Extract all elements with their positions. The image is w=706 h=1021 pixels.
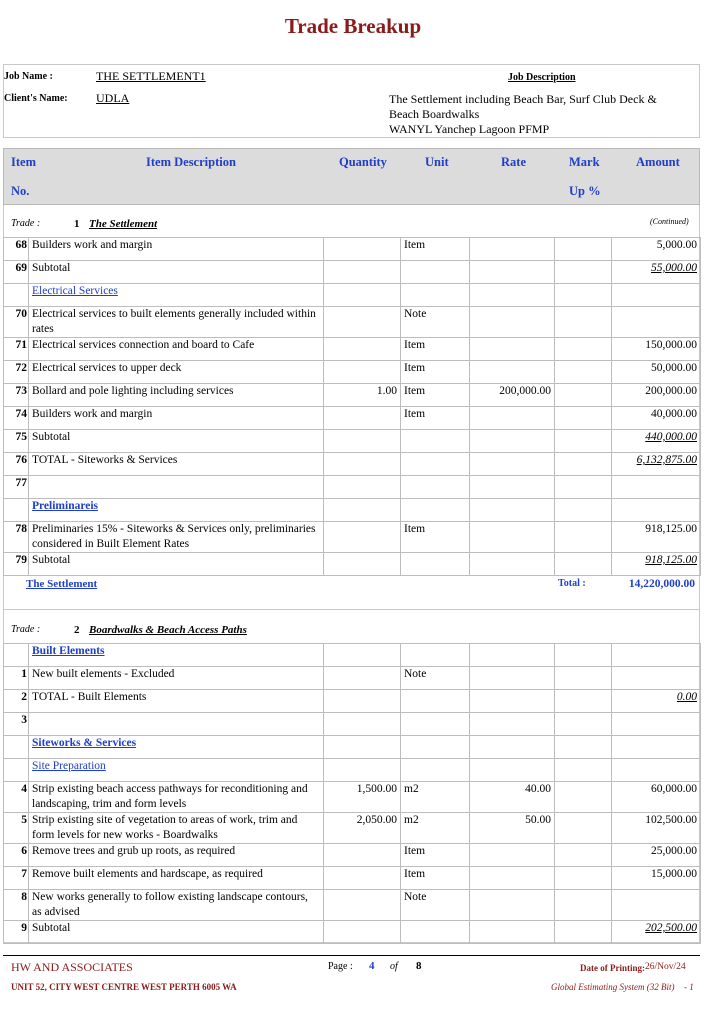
- table-row: 79 Subtotal 918,125.00: [4, 553, 701, 576]
- table-row: 1 New built elements - Excluded Note: [4, 667, 701, 690]
- header-unit: Unit: [425, 155, 449, 169]
- table-row: 77: [4, 476, 701, 499]
- page-title: Trade Breakup: [284, 14, 422, 38]
- footer-divider: [3, 955, 700, 956]
- table-row: 69 Subtotal 55,000.00: [4, 261, 701, 284]
- footer-system-suffix: - 1: [684, 982, 694, 992]
- section-heading: Built Elements: [32, 645, 105, 657]
- trade1-number: 1: [74, 218, 80, 230]
- table-row: 73 Bollard and pole lighting including services 1.00 Item 200,000.00 200,000.00: [4, 384, 701, 407]
- job-description-line1: The Settlement including Beach Bar, Surf Club Deck &: [389, 92, 657, 106]
- job-description-line3: WANYL Yanchep Lagoon PFMP: [389, 122, 550, 136]
- subtotal-value: 202,500.00: [645, 922, 697, 934]
- table-row: 6 Remove trees and grub up roots, as required Item 25,000.00: [4, 844, 701, 867]
- job-name-label: Job Name :: [4, 71, 53, 82]
- trade1-total-name: The Settlement: [26, 578, 98, 590]
- job-description-line2: Beach Boardwalks: [389, 107, 480, 121]
- trade2-table: [3, 643, 701, 944]
- job-name-value: THE SETTLEMENT1: [96, 69, 206, 83]
- table-row: 7 Remove built elements and hardscape, as required Item 15,000.00: [4, 867, 701, 890]
- table-row: 70 Electrical services to built elements generally included within rates Note: [4, 307, 701, 338]
- header-mark: Mark: [569, 155, 600, 169]
- footer-of: of: [390, 961, 398, 972]
- footer-address: UNIT 52, CITY WEST CENTRE WEST PERTH 6005 WA: [11, 982, 237, 992]
- table-row: 75 Subtotal 440,000.00: [4, 430, 701, 453]
- table-row: [4, 499, 701, 522]
- trade1-total-row: [3, 575, 700, 610]
- trade1-table: [3, 237, 701, 576]
- header-mark-up: Up %: [569, 184, 601, 198]
- trade2-number: 2: [74, 624, 80, 636]
- table-row: 4 Strip existing beach access pathways for reconditioning and landscaping, trim and form levels 1,500.00 m2 40.00 60,000.00: [4, 782, 701, 813]
- table-row: 78 Preliminaries 15% - Siteworks & Services only, preliminaries considered in Built Element Rates Item 918,125.00: [4, 522, 701, 553]
- table-row: 74 Builders work and margin Item 40,000.00: [4, 407, 701, 430]
- client-name-value: UDLA: [96, 91, 130, 105]
- footer-page-number: 4: [369, 960, 375, 972]
- table-row: 2 TOTAL - Built Elements 0.00: [4, 690, 701, 713]
- table-row: 71 Electrical services connection and board to Cafe Item 150,000.00: [4, 338, 701, 361]
- table-row: [4, 644, 701, 667]
- section-heading: Site Preparation: [32, 760, 106, 772]
- subtotal-value: 55,000.00: [651, 262, 697, 274]
- table-row: 9 Subtotal 202,500.00: [4, 921, 701, 944]
- column-header-bar: [3, 148, 700, 205]
- header-amount: Amount: [636, 155, 680, 169]
- footer-total-pages: 8: [416, 960, 422, 972]
- section-heading: Electrical Services: [32, 285, 118, 297]
- header-item-no: No.: [11, 184, 30, 198]
- footer-page-label: Page :: [328, 961, 353, 972]
- table-row: [4, 284, 701, 307]
- section-heading: Preliminareis: [32, 500, 99, 512]
- trade2-name: Boardwalks & Beach Access Paths: [89, 624, 247, 636]
- table-row: 8 New works generally to follow existing landscape contours, as advised Note: [4, 890, 701, 921]
- footer-date: 26/Nov/24: [645, 962, 686, 972]
- trade1-continued: (Continued): [650, 217, 689, 226]
- header-quantity: Quantity: [339, 155, 387, 169]
- trade1-label: Trade :: [11, 218, 41, 229]
- footer-company: HW AND ASSOCIATES: [11, 960, 133, 974]
- table-row: 5 Strip existing site of vegetation to areas of work, trim and form levels for new works - Boardwalks 2,050.00 m2 50.00 102,500.00: [4, 813, 701, 844]
- total-value: 6,132,875.00: [636, 454, 697, 466]
- trade1-name: The Settlement: [89, 218, 158, 230]
- header-rate: Rate: [501, 155, 526, 169]
- subtotal-value: 918,125.00: [645, 554, 697, 566]
- header-item-description: Item Description: [146, 155, 236, 169]
- header-item: Item: [11, 155, 36, 169]
- table-row: 68 Builders work and margin Item 5,000.00: [4, 238, 701, 261]
- section-heading: Siteworks & Services: [32, 737, 137, 749]
- footer-date-label: Date of Printing:: [580, 963, 645, 973]
- trade1-total-label: Total :: [558, 578, 586, 589]
- table-row: [4, 736, 701, 759]
- table-row: 76 TOTAL - Siteworks & Services 6,132,875.00: [4, 453, 701, 476]
- job-description-label: Job Description: [508, 72, 576, 83]
- trade1-total-value: 14,220,000.00: [628, 578, 695, 590]
- subtotal-value: 440,000.00: [645, 431, 697, 443]
- table-row: [4, 759, 701, 782]
- table-row: 3: [4, 713, 701, 736]
- total-value: 0.00: [676, 691, 697, 703]
- trade2-label: Trade :: [11, 624, 41, 635]
- client-name-label: Client's Name:: [4, 93, 68, 104]
- table-row: 72 Electrical services to upper deck Item 50,000.00: [4, 361, 701, 384]
- footer-system: Global Estimating System (32 Bit): [551, 982, 675, 992]
